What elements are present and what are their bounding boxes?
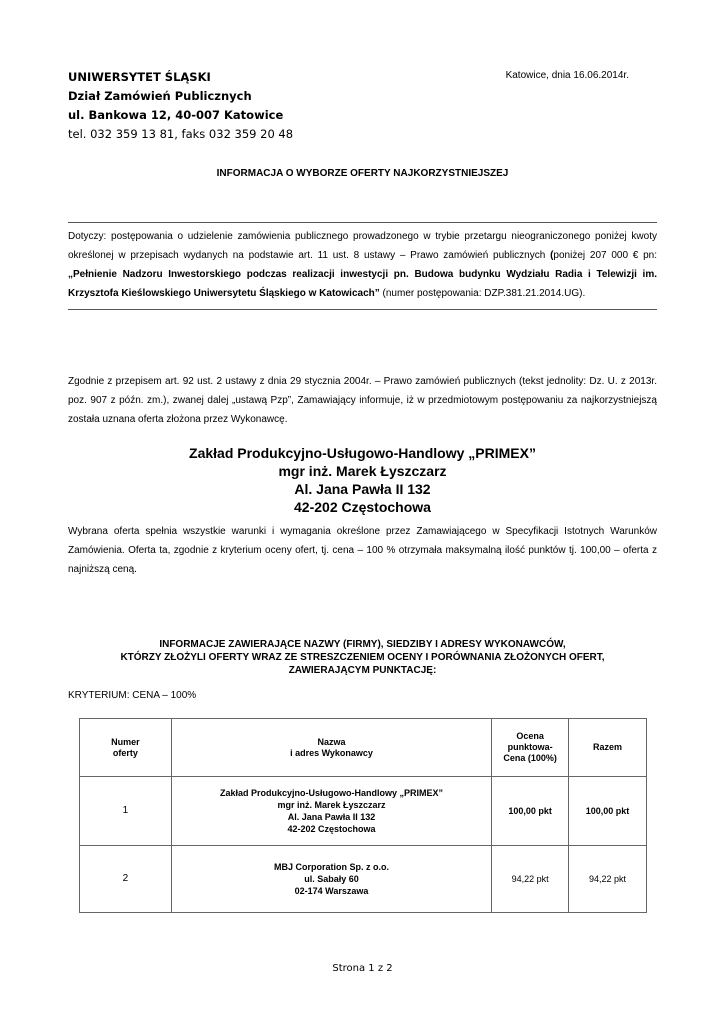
total-cell: 94,22 pkt [569,846,647,913]
subject-contract-name: „Pełnienie Nadzoru Inwestorskiego podczas realizacji inwestycji pn. Budowa budynku Wydziału Radia i Telewizji im. Krzysztofa Kieślowskiego Uniwersytetu Śląskiego w Katowicach” [68,269,657,299]
subject-reference: (numer postępowania: DZP.381.21.2014.UG). [379,288,586,299]
header-contractor [171,719,491,777]
bidders-heading-line3: ZAWIERAJĄCYM PUNKTACJĘ: [288,665,437,676]
subject-threshold: poniżej 207 000 € pn: [553,250,658,261]
winner-company: Zakład Produkcyjno-Usługowo-Handlowy „PRIMEX” [189,445,536,461]
header-score [492,719,569,777]
document-date: Katowice, dnia 16.06.2014r. [505,70,629,81]
document-title: INFORMACJA O WYBORZE OFERTY NAJKORZYSTNIEJSZEJ [216,168,509,179]
subject-paren: ( [550,250,554,261]
contractor-name: Zakład Produkcyjno-Usługowo-Handlowy „PRIMEX” [219,788,444,798]
org-address: ul. Bankowa 12, 40-007 Katowice [68,108,284,122]
org-phone: tel. 032 359 13 81, faks 032 359 20 48 [68,127,294,141]
winner-block [0,444,725,516]
subject-intro: Dotyczy: postępowania o udzielenie zamówienia publicznego prowadzonego w trybie przetargu nieograniczonego poniżej kwoty określonej w przepisach wydanych na podstawie art. 11 ust. 8 ustawy – Prawo zamówień publicznych [68,231,657,261]
header-total: Razem [569,719,647,777]
contractor-name: MBJ Corporation Sp. z o.o. [274,862,389,872]
header-offer-number [80,719,172,777]
offer-number: 2 [80,846,172,913]
criterion-label: KRYTERIUM: CENA – 100% [68,690,197,701]
table-row [80,846,647,913]
header-contractor-line1: Nazwa [317,736,346,747]
score-cell: 94,22 pkt [492,846,569,913]
winner-person: mgr inż. Marek Łyszczarz [278,463,447,479]
total-cell: 100,00 pkt [569,777,647,846]
org-department: Dział Zamówień Publicznych [68,89,252,103]
justification-paragraph: Wybrana oferta spełnia wszystkie warunki i wymagania określone przez Zamawiającego w Specyfikacji Istotnych Warunków Zamówienia. Oferta ta, zgodnie z kryterium oceny ofert, tj. cena – 100 % otrzymała maksymalną ilość punktów tj. 100,00 – oferta z najniższą ceną. [68,526,657,575]
contractor-city: 02-174 Warszawa [294,886,369,896]
offers-table [79,718,647,913]
header-contractor-line2: i adres Wykonawcy [290,747,373,758]
legal-paragraph: Zgodnie z przepisem art. 92 ust. 2 ustawy z dnia 29 stycznia 2004r. – Prawo zamówień publicznych (tekst jednolity: Dz. U. z 2013r. poz. 907 z późn. zm.), zwanej dalej „ustawą Pzp”, Zamawiający informuje, iż w przedmiotowym postępowaniu za najkorzystniejszą została uznana oferta złożona przez Wykonawcę. [68,376,657,425]
bidders-heading-line1: INFORMACJE ZAWIERAJĄCE NAZWY (FIRMY), SIEDZIBY I ADRESY WYKONAWCÓW, [159,639,566,650]
org-name: UNIWERSYTET ŚLĄSKI [68,70,211,84]
contractor-cell [171,846,491,913]
header-score-line1: Ocena [516,731,544,741]
contractor-street: ul. Sabały 60 [304,874,359,884]
contractor-cell [171,777,491,846]
contractor-city: 42-202 Częstochowa [287,824,376,834]
subject-box [68,222,657,310]
score-cell: 100,00 pkt [492,777,569,846]
contractor-person: mgr inż. Marek Łyszczarz [277,800,386,810]
winner-city: 42-202 Częstochowa [294,499,431,515]
header-score-line2: punktowa- [507,742,553,752]
table-header-row [80,719,647,777]
bidders-heading-line2: KTÓRZY ZŁOŻYLI OFERTY WRAZ ZE STRESZCZENIEM OCENY I PORÓWNANIA ZŁOŻONYCH OFERT, [120,652,605,663]
table-row [80,777,647,846]
bidders-heading [68,638,657,677]
header-offer-number-line2: oferty [112,747,138,758]
header-offer-number-line1: Numer [111,736,140,747]
header-score-line3: Cena (100%) [503,753,557,763]
contractor-street: Al. Jana Pawła II 132 [287,812,376,822]
organization-header [68,68,293,144]
offer-number: 1 [80,777,172,846]
page-footer: Strona 1 z 2 [332,963,393,974]
winner-street: Al. Jana Pawła II 132 [294,481,431,497]
